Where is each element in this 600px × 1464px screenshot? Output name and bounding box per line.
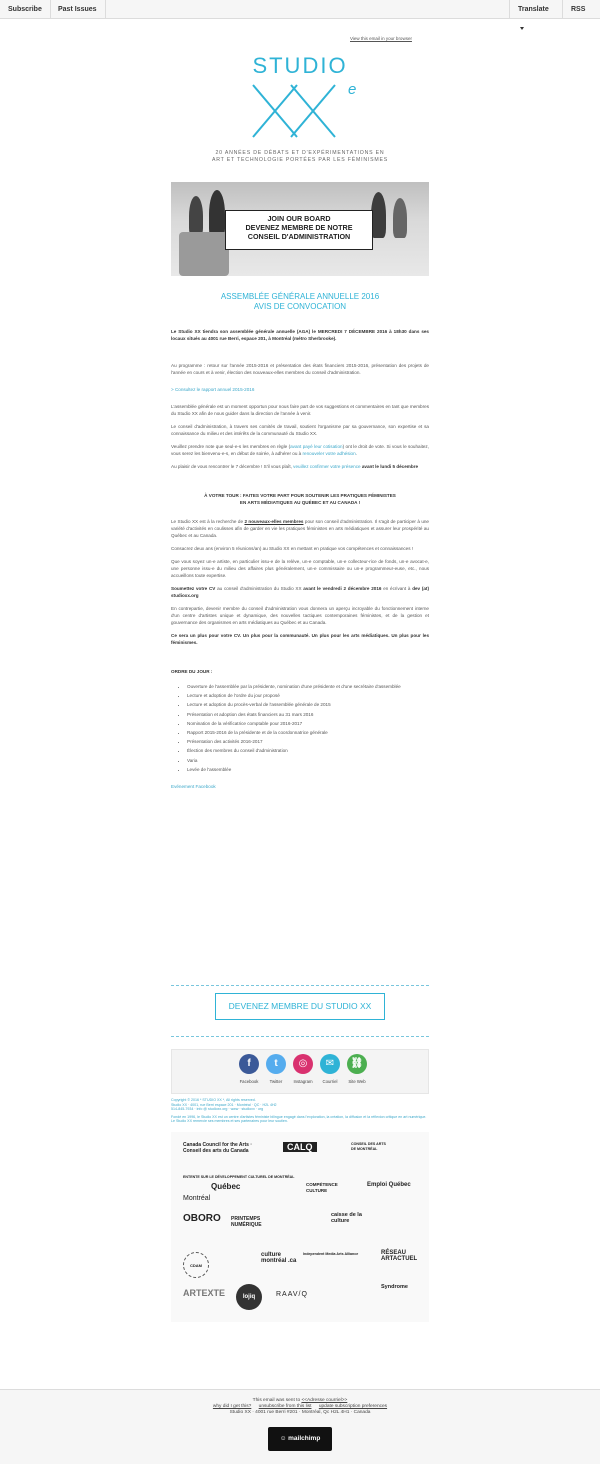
- paid-membership-link[interactable]: avant payé leur cotisation: [290, 444, 343, 449]
- copyright-block: [171, 1098, 429, 1124]
- suggestions-paragraph: L'assemblée générale est un moment opportun pour nous faire part de vos suggestions et commentaires en tant que membres du Studio XX afin de nous guider dans la direction de l'année à venir.: [171, 404, 429, 416]
- benefits-paragraph: En contrepartie, devenir membre du conseil d'administration vous donnera un aperçu incroyable du fonctionnement interne d'un centre d'artistes unique et dynamique, des nouvelles tactiques contemporaines féministes, et de la gestion et gouvernance des organismes en arts médiatiques au Québec et au Canada.: [171, 606, 429, 625]
- entente-text: ENTENTE SUR LE DÉVELOPPEMENT CULTUREL DE MONTRÉAL: [183, 1175, 295, 1179]
- footer: [0, 1389, 600, 1464]
- agenda-item: • Élection des membres du conseil d'administration: [187, 747, 429, 754]
- tagline-line-2: ART ET TECHNOLOGIE PORTÉES PAR LES FÉMINISMES: [211, 157, 389, 163]
- address-line: Studio XX · 4001, rue Berri espace 201 · Montréal · QC · H2L 4H2: [171, 1102, 277, 1107]
- recipient-email-link[interactable]: <<Adresse courriel>>: [301, 1398, 348, 1403]
- facebook-event-link[interactable]: Evénement Facebook: [171, 783, 216, 789]
- footer-address: Studio XX · 4001 rue Berri #201 · Montréal, Qc H2L 4H1 · Canada: [229, 1410, 371, 1415]
- heading-line-2: AVIS DE CONVOCATION: [253, 302, 347, 311]
- reseau-artactuel-logo: RÉSEAU ARTACTUEL: [381, 1250, 418, 1262]
- agenda-item: • Levée de l'assemblée: [187, 766, 429, 773]
- recruitment-paragraph: Le Studio XX est à la recherche de 2 nouveaux-elles membres pour son conseil d'administration. Il s'agit de participer à une variété d'activités en coulisses afin de garder en vie les pratiques féministes en arts médiatiques et assurer leur prospérité au Québec et au Canada.: [171, 519, 429, 538]
- tagline: [180, 150, 420, 164]
- instagram-icon: ◎: [293, 1054, 313, 1074]
- mailchimp-icon: ☺: [279, 1435, 289, 1442]
- become-member-button[interactable]: DEVENEZ MEMBRE DU STUDIO XX: [215, 993, 385, 1020]
- chevron-down-icon: [520, 27, 524, 30]
- annual-report-link[interactable]: > Consultez le rapport annuel 2015-2016: [171, 387, 255, 392]
- rsvp-link[interactable]: veuillez confirmer votre présence: [293, 464, 361, 469]
- rss-link[interactable]: RSS: [562, 0, 600, 19]
- oboro-logo: OBORO: [183, 1213, 221, 1224]
- website-icon: ⛓: [347, 1054, 367, 1074]
- heading-line-1: ASSEMBLÉE GÉNÉRALE ANNUELLE 2016: [220, 292, 380, 301]
- printemps-numerique-logo: PRINTEMPS NUMÉRIQUE: [231, 1216, 262, 1228]
- caisse-culture-logo: caisse de la culture: [331, 1212, 362, 1224]
- social-label: Instagram: [293, 1079, 313, 1084]
- sponsor-logos: [171, 1132, 429, 1322]
- logo-e-superscript: e: [348, 81, 357, 98]
- top-bar: [0, 0, 600, 19]
- social-bar: [171, 1049, 429, 1094]
- report-link-paragraph: [171, 386, 429, 393]
- emploi-quebec-logo: Emploi Québec: [367, 1182, 411, 1188]
- view-in-browser-link[interactable]: View this email in your browser: [350, 36, 412, 41]
- past-issues-link[interactable]: Past Issues: [50, 0, 106, 19]
- agenda-item: • Lecture et adoption de l'ordre du jour proposé: [187, 692, 429, 699]
- voting-paragraph: Veuillez prendre note que seul-e-s les membres en règle (avant payé leur cotisation) ont le droit de vote. Si vous le souhaitez, vous serez les bienvenu-e-s, en début de soirée, à adhérer ou à renouveler votre adhésion.: [171, 444, 429, 456]
- divider: [171, 985, 429, 986]
- about-line: Fondé en 1996, le Studio XX est un centre d'artistes féministe bilingue engagé dans l'exploration, la création, la diffusion et la réflexion critique en art numérique. Le Studio XX remercie ses membres et ses partenaires pour leur soutien.: [171, 1114, 427, 1124]
- banner-photo-person: [393, 198, 407, 238]
- translate-label: Translate: [518, 6, 549, 13]
- email-icon: ✉: [320, 1054, 340, 1074]
- board-paragraph: Le conseil d'administration, à travers ses comités de travail, soutient l'organisme par sa gouvernance, son expertise et sa connaissance du milieu et des intérêts de la communauté du Studio XX.: [171, 424, 429, 436]
- banner-text-box: [225, 210, 373, 250]
- logo-studio-text: STUDIO: [252, 53, 348, 78]
- banner-photo-person: [371, 192, 386, 238]
- contact-line: 514-845-7934 · info @ studioxx.org · www · studioxx · org: [171, 1107, 264, 1112]
- imaa-logo: Independent Media Arts Alliance: [303, 1252, 359, 1256]
- social-site-web-link[interactable]: [342, 1054, 372, 1084]
- commitment-paragraph: Consacrez deux ans (environ 5 réunions/an) au Studio XX en mettant en pratique vos compétences et connaissances !: [171, 546, 414, 551]
- social-label: Facebook: [239, 1079, 259, 1084]
- agenda-item: • Ouverture de l'assemblée par la présidente, nomination d'une présidente et d'une secrétaire d'assemblée: [187, 683, 429, 690]
- agenda-item: • Lecture et adoption du procès-verbal de l'assemblée générale de 2015: [187, 701, 429, 708]
- join-board-banner[interactable]: [171, 182, 429, 276]
- agenda-list: [171, 683, 429, 773]
- social-twitter-link[interactable]: [261, 1054, 291, 1084]
- facebook-event-paragraph: [171, 783, 429, 790]
- banner-photo-person: [209, 190, 225, 238]
- cam-logo: CONSEIL DES ARTS DE MONTRÉAL: [351, 1142, 386, 1151]
- banner-line-2: DEVENEZ MEMBRE DE NOTRE: [245, 223, 353, 232]
- logo-xx-mark: [245, 81, 355, 141]
- social-label: Site Web: [348, 1079, 366, 1084]
- cdam-logo: CDAM: [183, 1252, 209, 1278]
- canada-council-logo: Canada Council for the Arts · Conseil des arts du Canada: [183, 1142, 252, 1154]
- update-preferences-link[interactable]: update subscription preferences: [318, 1404, 388, 1409]
- social-label: Twitter: [269, 1079, 283, 1084]
- studio-xx-logo: [200, 55, 400, 141]
- social-instagram-link[interactable]: [288, 1054, 318, 1084]
- banner-photo-table: [179, 232, 229, 276]
- banner-line-3: CONSEIL D'ADMINISTRATION: [247, 232, 351, 241]
- slogan-paragraph: Ce sera un plus pour votre CV. Un plus pour la communauté. Un plus pour les arts médiatiques. Un plus pour les féminismes.: [171, 633, 429, 645]
- agenda-title: ORDRE DU JOUR :: [171, 669, 213, 674]
- raq-logo: RAAV/Q: [276, 1291, 308, 1298]
- copyright-line: Copyright © 2016 * STUDIO XX *, All rights reserved.: [171, 1098, 256, 1102]
- agenda-item: • Présentation et adoption des états financiers au 31 mars 2016: [187, 711, 429, 718]
- translate-menu[interactable]: [509, 0, 562, 19]
- social-courriel-link[interactable]: [315, 1054, 345, 1084]
- rsvp-paragraph: Au plaisir de vous rencontrer le 7 décembre ! S'il vous plaît, veuillez confirmer votre présence avant le lundi 5 décembre: [171, 464, 419, 469]
- banner-line-1: JOIN OUR BOARD: [267, 214, 331, 223]
- tagline-line-1: 20 ANNÉES DE DÉBATS ET D'EXPÉRIMENTATIONS EN: [215, 150, 385, 156]
- footer-sent-to: This email was sent to <<Adresse courriel>>: [252, 1398, 348, 1403]
- twitter-icon: t: [266, 1054, 286, 1074]
- quebec-logo: Québec: [211, 1182, 241, 1191]
- expertise-paragraph: Que vous soyez un-e artiste, en particulier issu-e de la relève, un-e comptable, un-e collecteur-rice de fonds, un-e avocat-e, une personne issu-e du milieu des affaires plus généralement, un-e commissaire ou un-e programmeur-euse, etc., nous accueillons toute expertise.: [171, 559, 429, 578]
- facebook-icon: f: [239, 1054, 259, 1074]
- social-facebook-link[interactable]: [234, 1054, 264, 1084]
- calq-logo: CALQ: [283, 1142, 317, 1152]
- mailchimp-badge[interactable]: ☺ mailchimp: [268, 1427, 332, 1451]
- why-link[interactable]: why did I get this?: [212, 1404, 252, 1409]
- banner-photo-person: [189, 196, 203, 236]
- montreal-logo: Montréal: [183, 1195, 211, 1202]
- intro-paragraph: Le Studio XX tiendra son assemblée générale annuelle (AGA) le MERCREDI 7 DÉCEMBRE 2016 à 18h30 dans ses locaux situés au 4001 rue Berri, espace 201, à Montréal (métro Sherbrooke).: [171, 329, 429, 341]
- artexte-logo: ARTEXTE: [183, 1288, 226, 1298]
- culture-montreal-logo: culture montréal .ca: [261, 1252, 297, 1264]
- submit-cv-paragraph: Soumettez votre CV au conseil d'administration du Studio XX avant le vendredi 2 décembre 2016 en écrivant à dev (at) studioxx.org: [171, 586, 429, 598]
- competence-culture-logo: COMPÉTENCE CULTURE: [306, 1182, 338, 1193]
- syndrome-logo: Syndrome: [381, 1284, 408, 1290]
- agenda-item: • Varia: [187, 757, 429, 764]
- newsletter-body: [171, 328, 429, 796]
- agenda-item: • Présentation des activités 2016-2017: [187, 738, 429, 745]
- renew-membership-link[interactable]: renouveler votre adhésion: [302, 451, 356, 456]
- agenda-item: • Nomination de la vérificatrice comptable pour 2016-2017: [187, 720, 429, 727]
- program-paragraph: Au programme : retour sur l'année 2015-2016 et présentation des états financiers 2015-2016, présentation des projets de l'année en cours et à venir, élection des nouveaux-elles membres du conseil d'administration.: [171, 363, 429, 375]
- social-label: Courriel: [322, 1079, 338, 1084]
- lojiq-logo: lojiq: [236, 1284, 262, 1310]
- call-title: À VOTRE TOUR : FAITES VOTRE PART POUR SOUTENIR LES PRATIQUES FÉMINISTES EN ARTS MÉDIATIQUES AU QUÉBEC ET AU CANADA !: [204, 493, 396, 505]
- agenda-item: • Rapport 2015-2016 de la présidente et de la coordonnatrice générale: [187, 729, 429, 736]
- subscribe-link[interactable]: Subscribe: [0, 0, 51, 19]
- unsubscribe-link[interactable]: unsubscribe from this list: [258, 1404, 312, 1409]
- divider: [171, 1036, 429, 1037]
- main-heading: [171, 292, 429, 312]
